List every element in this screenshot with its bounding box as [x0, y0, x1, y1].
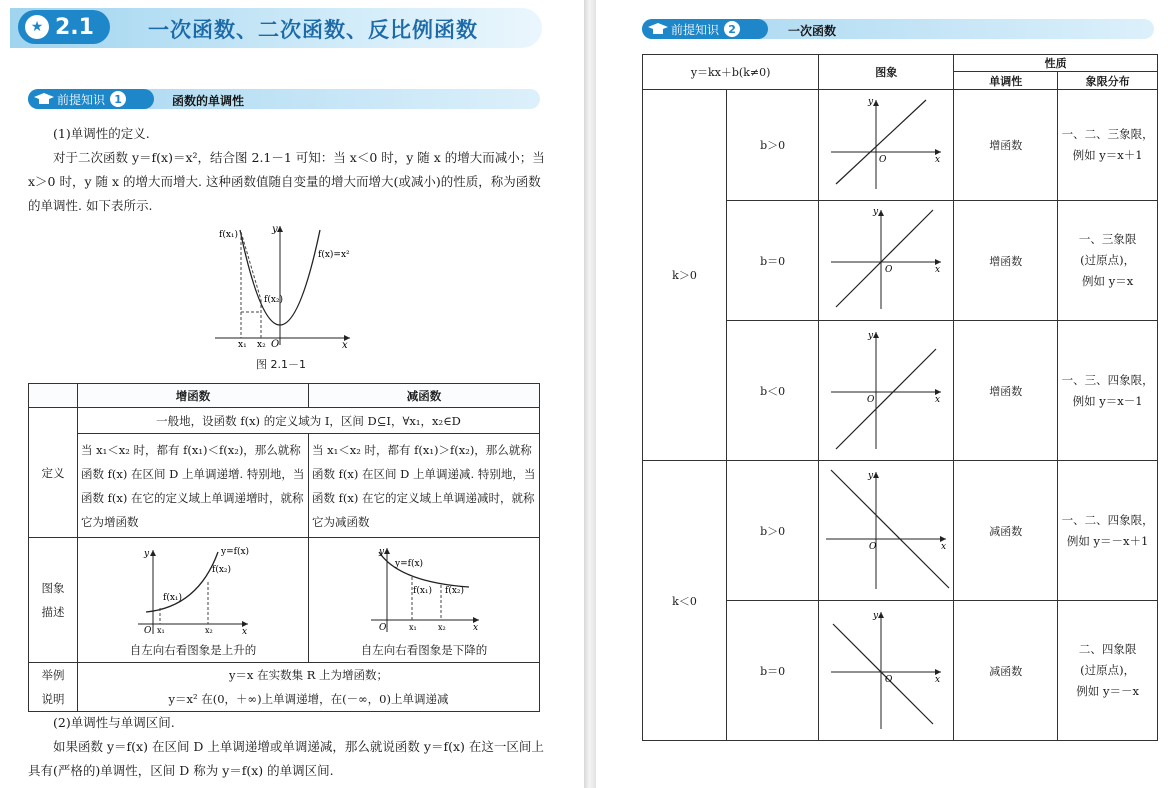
premise-badge-2: [642, 19, 768, 39]
row4-graph: [821, 604, 951, 734]
definition-decreasing: 当 x₁＜x₂ 时，都有 f(x₁)＞f(x₂)，那么就称函数 f(x) 在区间 D 上单调递减. 特别地，当函数 f(x) 在它的定义域上单调递减时，就称它为减函数: [309, 434, 540, 538]
row2-origin: O: [867, 395, 875, 405]
row2-q1: 一、三、四象限，: [1061, 372, 1154, 387]
figure-label-x2: x₂: [257, 340, 266, 350]
row3-axis-x: x: [941, 542, 947, 552]
header-graph: 图象: [819, 55, 954, 90]
monotonicity-table: [28, 383, 540, 712]
row1-axis-y: y: [873, 207, 879, 217]
figure-caption: 图 2.1－1: [256, 358, 306, 371]
figure-axis-x: x: [342, 340, 348, 350]
inc-curve-label: y=f(x): [221, 547, 250, 557]
row1-origin: O: [885, 265, 893, 275]
row0-graph: [821, 94, 951, 194]
dec-fx2: f(x₂): [445, 586, 465, 596]
inc-x1: x₁: [157, 626, 165, 635]
row-head-example-line2: 说明: [41, 692, 65, 706]
row4-axis-y: y: [873, 611, 879, 621]
figure-curve-label: f(x)=x²: [318, 250, 350, 260]
example-line1: y＝x 在实数集 R 上为增函数；: [228, 668, 389, 682]
row0-axis-x: x: [935, 154, 941, 165]
row2-graph-cell: [819, 321, 954, 461]
row0-q1: 一、二、三象限，: [1061, 127, 1154, 141]
inc-fx1: f(x₁): [163, 593, 183, 603]
row0-mono: 增函数: [954, 90, 1058, 201]
inc-fx2: f(x₂): [212, 565, 232, 575]
premise-title-2: 一次函数: [788, 24, 837, 38]
inc-axis-y: y: [144, 549, 150, 559]
linear-function-table: [642, 54, 1158, 741]
paragraph-definition-body: 对于二次函数 y＝f(x)＝x²，结合图 2.1－1 可知：当 x＜0 时，y 随 x 的增大而减小；当 x＞0 时，y 随 x 的增大而增大. 这种函数值随自变量的增大而增大(或减小)的性质，称为函数的单调性. 如下表所示.: [28, 150, 545, 213]
header-decreasing: 减函数: [309, 384, 540, 408]
dec-x2: x₂: [438, 623, 446, 632]
row-head-graph-line2: 描述: [41, 605, 65, 619]
row1-q2: (过原点)，: [1080, 253, 1136, 267]
row-head-graph: [29, 538, 78, 663]
row0-q2: 例如 y＝x＋1: [1072, 148, 1143, 162]
figure-label-x1: x₁: [238, 340, 247, 350]
dec-x1: x₁: [409, 623, 417, 632]
row2-axis-x: x: [935, 395, 941, 405]
dec-fx1: f(x₁): [413, 586, 433, 596]
row0-axis-y: y: [868, 96, 874, 107]
increasing-graph-caption: 自左向右看图象是上升的: [129, 643, 257, 657]
star-icon: ★: [25, 15, 49, 39]
section-number: 2.1: [55, 14, 94, 40]
row1-axis-x: x: [935, 265, 941, 275]
row3-graph: [821, 464, 951, 594]
header-function: y＝kx＋b(k≠0): [643, 55, 819, 90]
dec-origin: O: [379, 623, 387, 633]
row0-origin: O: [879, 154, 887, 165]
row3-graph-cell: [819, 461, 954, 601]
row1-b: b＝0: [727, 201, 819, 321]
row4-graph-cell: [819, 601, 954, 741]
definition-increasing: 当 x₁＜x₂ 时，都有 f(x₁)＜f(x₂)，那么就称函数 f(x) 在区间 D 上单调递增. 特别地，当函数 f(x) 在它的定义域上单调递增时，就称它为增函数: [78, 434, 309, 538]
row1-graph-cell: [819, 201, 954, 321]
dec-curve-label: y=f(x): [395, 559, 424, 569]
row1-q1: 一、三象限: [1078, 232, 1137, 246]
inc-origin: O: [144, 626, 152, 636]
k-negative-cell: k＜0: [643, 461, 727, 741]
figure-label-fx1: f(x₁): [219, 230, 239, 240]
increasing-graph-cell: [78, 538, 309, 663]
row-head-definition: 定义: [29, 408, 78, 538]
decreasing-graph: [309, 542, 539, 642]
row2-axis-y: y: [868, 331, 874, 341]
decreasing-graph-caption: 自左向右看图象是下降的: [360, 643, 488, 657]
increasing-graph: [78, 542, 308, 642]
row4-mono: 减函数: [954, 601, 1058, 741]
figure-label-fx2: f(x₂): [264, 295, 284, 305]
row0-b: b＞0: [727, 90, 819, 201]
definition-common: 一般地，设函数 f(x) 的定义域为 I，区间 D⊆I，∀x₁，x₂∈D: [78, 408, 540, 434]
premise-number-1: 1: [110, 91, 126, 107]
section-title: 一次函数、二次函数、反比例函数: [148, 18, 478, 42]
row3-axis-y: y: [868, 471, 874, 481]
figure-origin: O: [271, 339, 280, 350]
row2-b: b＜0: [727, 321, 819, 461]
row0-quadrants: [1058, 90, 1158, 201]
row4-origin: O: [885, 675, 893, 685]
row-head-graph-line1: 图象: [41, 581, 65, 595]
row3-mono: 减函数: [954, 461, 1058, 601]
paragraph-definition-heading: (1)单调性的定义.: [53, 126, 150, 141]
row2-q2: 例如 y＝x－1: [1072, 393, 1143, 408]
premise-label-1: 前提知识: [57, 92, 106, 107]
row-head-example: [29, 663, 78, 712]
row1-mono: 增函数: [954, 201, 1058, 321]
k-positive-cell: k＞0: [643, 90, 727, 461]
row1-graph: [821, 204, 951, 314]
premise-number-2: 2: [724, 21, 740, 37]
graduation-cap-icon: [648, 23, 668, 35]
row2-graph: [821, 324, 951, 454]
decreasing-graph-cell: [309, 538, 540, 663]
header-quadrants: 象限分布: [1058, 72, 1158, 90]
example-cell: [78, 663, 540, 712]
right-page: [596, 0, 1168, 788]
row0-graph-cell: [819, 90, 954, 201]
row3-q1: 一、二、四象限，: [1061, 512, 1154, 527]
row-head-example-line1: 举例: [41, 668, 65, 682]
row4-q1: 二、四象限: [1078, 642, 1137, 656]
book-gutter: [584, 0, 596, 788]
row4-quadrants: [1058, 601, 1158, 741]
section-badge: [18, 10, 110, 44]
header-increasing: 增函数: [78, 384, 309, 408]
row1-q3: 例如 y＝x: [1082, 274, 1134, 288]
row3-origin: O: [869, 542, 877, 552]
row3-q2: 例如 y＝－x＋1: [1066, 533, 1149, 548]
inc-x2: x₂: [205, 626, 213, 635]
row4-q3: 例如 y＝－x: [1076, 684, 1139, 698]
example-line2: y＝x² 在(0，＋∞)上单调递增，在(－∞，0)上单调递减: [168, 692, 449, 706]
row3-b: b＞0: [727, 461, 819, 601]
figure-axis-y: y: [272, 224, 278, 235]
paragraph-interval-heading: (2)单调性与单调区间.: [53, 715, 175, 730]
row4-b: b＝0: [727, 601, 819, 741]
row3-quadrants: [1058, 461, 1158, 601]
row1-quadrants: [1058, 201, 1158, 321]
parabola-figure: [210, 220, 360, 350]
premise-badge-1: [28, 89, 154, 109]
premise-label-2: 前提知识: [671, 22, 720, 37]
paragraph-interval-body: 如果函数 y＝f(x) 在区间 D 上单调递增或单调递减，那么就说函数 y＝f(x) 在这一区间上具有(严格的)单调性，区间 D 称为 y＝f(x) 的单调区间.: [28, 739, 544, 778]
row4-q2: (过原点)，: [1080, 663, 1136, 677]
header-monotonicity: 单调性: [954, 72, 1058, 90]
table-corner: [29, 384, 78, 408]
dec-axis-x: x: [473, 623, 479, 633]
dec-axis-y: y: [379, 547, 385, 557]
row2-mono: 增函数: [954, 321, 1058, 461]
graduation-cap-icon: [34, 93, 54, 105]
header-properties: 性质: [954, 55, 1158, 72]
row2-quadrants: [1058, 321, 1158, 461]
inc-axis-x: x: [242, 627, 248, 637]
row4-axis-x: x: [935, 675, 941, 685]
premise-title-1: 函数的单调性: [172, 94, 245, 108]
